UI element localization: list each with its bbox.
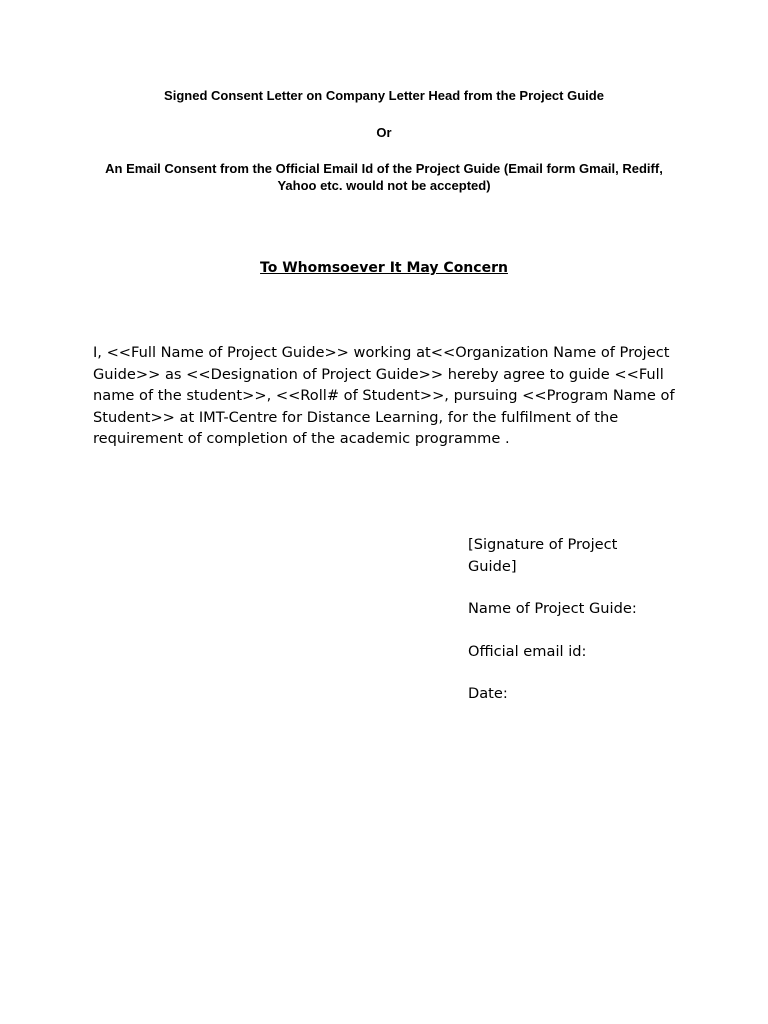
instruction-header: Signed Consent Letter on Company Letter Head from the Project Guide [164, 88, 604, 103]
consent-body-paragraph: I, <<Full Name of Project Guide>> working at<<Organization Name of Project Guide>> as <<Designation of Project Guide>> hereby agree to guide <<Full name of the student>>, <<Roll# of Student>>, pursuing <<Program Name of Student>> at IMT-Centre for Distance Learning, for the fulfilment of the requirement of completion of the academic programme . [93, 344, 675, 447]
official-email-label: Official email id: [468, 642, 587, 660]
signature-block [468, 534, 668, 705]
guide-name-label: Name of Project Guide: [468, 600, 637, 617]
instruction-email: An Email Consent from the Official Email Id of the Project Guide (Email form Gmail, Rediff, Yahoo etc. would not be accepted) [105, 161, 663, 193]
date-label: Date: [468, 685, 508, 702]
salutation-heading: To Whomsoever It May Concern [260, 260, 508, 276]
signature-label: [Signature of Project Guide] [468, 536, 618, 575]
instruction-or: Or [376, 125, 392, 140]
